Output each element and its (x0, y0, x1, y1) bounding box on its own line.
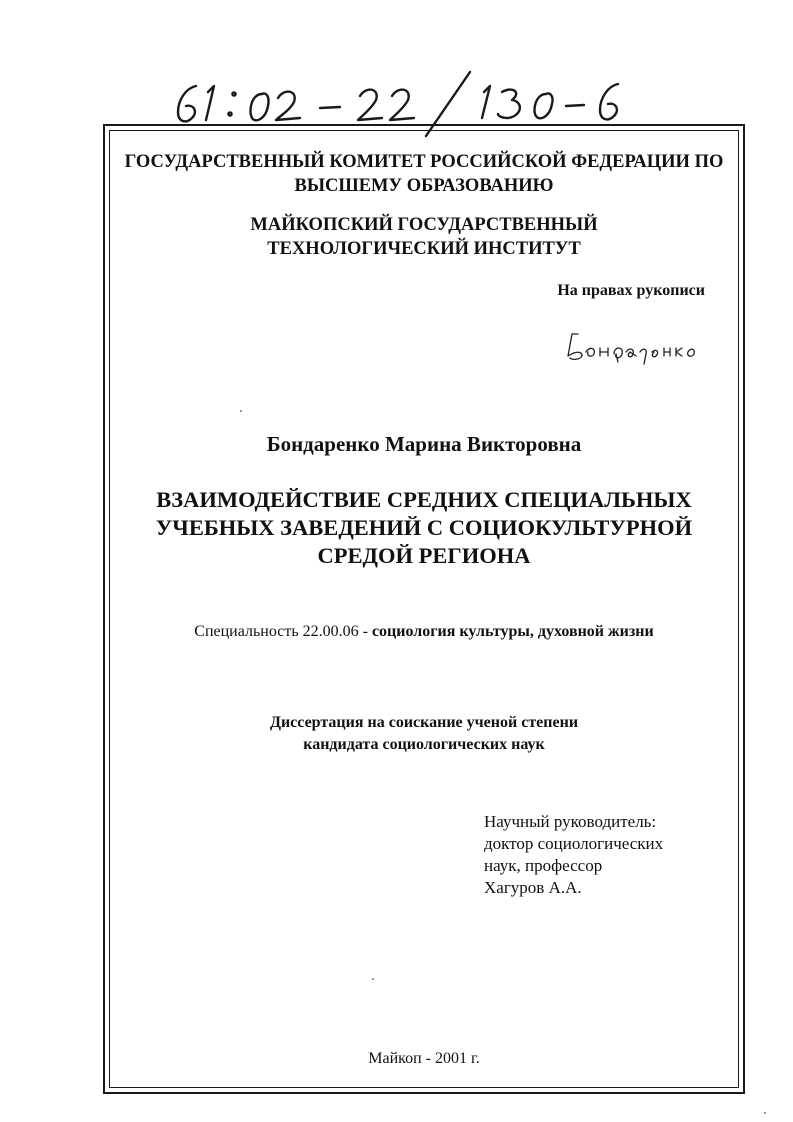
specialty-prefix: Специальность 22.00.06 - (194, 623, 372, 640)
author-name: Бондаренко Марина Викторовна (266, 432, 582, 456)
degree-line-2: кандидата социологических наук (303, 736, 545, 753)
degree-line-1: Диссертация на соискание ученой степени (269, 714, 579, 731)
scan-speck (764, 1112, 766, 1114)
supervisor-degree-1: доктор социологических (484, 834, 664, 853)
supervisor-name: Хагуров А.А. (484, 878, 582, 897)
city-year: Майкоп - 2001 г. (368, 1050, 480, 1067)
specialty-field: социология культуры, духовной жизни (371, 623, 654, 640)
page-border-inner (109, 130, 739, 1088)
rights-note: На правах рукописи (557, 282, 705, 299)
institution-heading: МАЙКОПСКИЙ ГОСУДАРСТВЕННЫЙ ТЕХНОЛОГИЧЕСКИЙ ИНСТИТУТ (250, 215, 598, 259)
scan-speck (372, 978, 374, 980)
degree-statement (109, 712, 739, 756)
supervisor-degree-2: наук, профессор (484, 856, 603, 875)
author-signature (560, 326, 700, 366)
organization-heading: ГОСУДАРСТВЕННЫЙ КОМИТЕТ РОССИЙСКОЙ ФЕДЕРАЦИИ ПО ВЫСШЕМУ ОБРАЗОВАНИЮ (124, 152, 724, 196)
dissertation-title: ВЗАИМОДЕЙСТВИЕ СРЕДНИХ СПЕЦИАЛЬНЫХ УЧЕБНЫХ ЗАВЕДЕНИЙ С СОЦИОКУЛЬТУРНОЙ СРЕДОЙ РЕГИОНА (155, 487, 693, 568)
scan-speck (240, 410, 242, 412)
supervisor-label: Научный руководитель: (484, 812, 657, 831)
supervisor-block (484, 811, 714, 899)
specialty-line (109, 623, 739, 641)
